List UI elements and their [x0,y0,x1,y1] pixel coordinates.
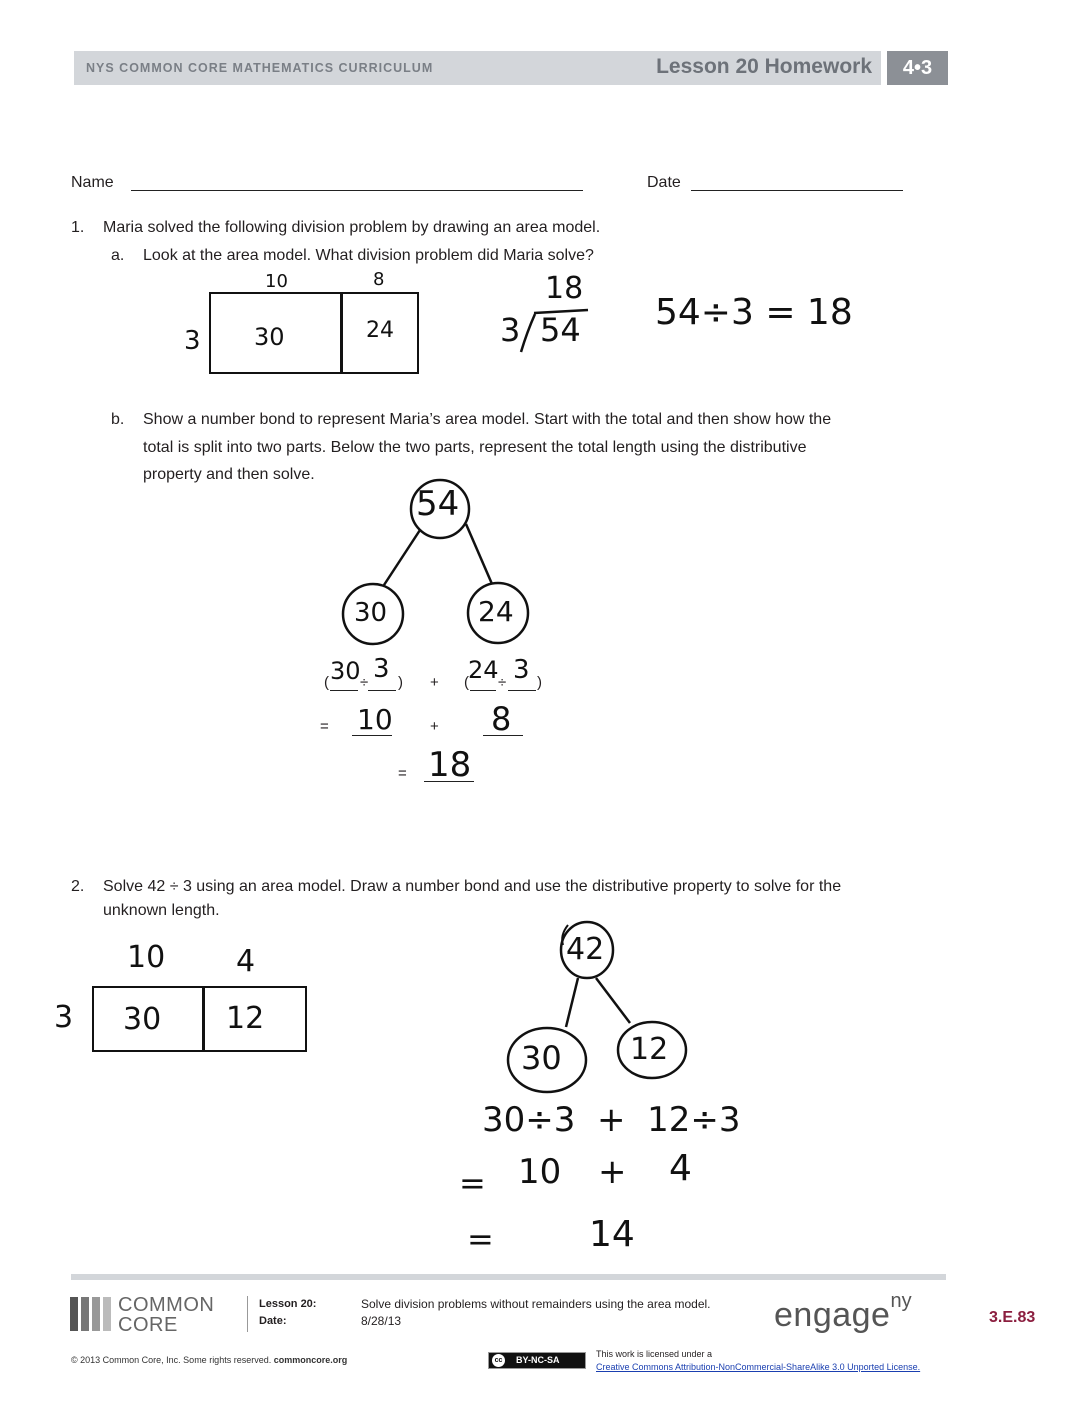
row1-line-b2 [508,690,536,691]
name-label: Name [71,174,114,191]
area-model-2-top-left: 10 [127,940,166,975]
footer-date-value: 8/28/13 [361,1314,402,1328]
cc-badge-text: BY-NC-SA [516,1355,560,1365]
footer-lesson-desc: Solve division problems without remainders using the area model. [361,1297,711,1311]
area-model-1-left-cell: 30 [254,323,285,351]
row2-line-v2 [483,735,523,736]
problem1-number: 1. [71,219,85,236]
area-model-2-left-cell: 30 [123,1002,162,1037]
problem1b-letter: b. [111,411,125,428]
row2-eq: = [320,718,329,735]
grade-module-badge [887,51,948,85]
row1-line-b1 [368,690,396,691]
area-model-1-divider [340,294,343,372]
curriculum-title: NYS COMMON CORE MATHEMATICS CURRICULUM [86,61,434,75]
row1-op1: ÷ [360,674,369,691]
area-model-2-top-right: 4 [236,944,256,979]
cc-license-badge[interactable] [488,1352,586,1369]
problem2-work-v1: 10 [518,1152,562,1192]
row1-a2: 24 [468,656,499,684]
bond-2-right: 12 [630,1032,669,1067]
footer-rule [71,1274,946,1280]
row3-line [424,781,474,782]
area-model-2-side: 3 [54,1000,74,1035]
problem1a-equation: 54÷3 = 18 [655,292,853,333]
problem2-work-plus: + [598,1152,627,1192]
engage-text: engage [774,1296,891,1334]
row1-op2: ÷ [498,674,507,691]
area-model-1-top-left: 10 [265,271,288,292]
row1-close-paren-2: ) [537,674,542,691]
long-division-divisor: 3 [500,311,521,349]
row2-v2: 8 [491,700,512,738]
row1-a1: 30 [330,657,361,685]
license-line1: This work is licensed under a [596,1349,713,1359]
problem1a-letter: a. [111,247,125,264]
row1-plus: + [430,674,439,691]
row1-line-a2 [470,690,496,691]
row1-close-paren-1: ) [398,674,403,691]
row1-open-paren-2: ( [464,674,469,691]
common-core-logo-icon [70,1297,112,1331]
row1-b1: 3 [373,654,390,684]
problem1-text: Maria solved the following division problem by drawing an area model. [103,219,601,236]
row3-eq: = [398,765,407,782]
bond-1-right: 24 [478,595,514,628]
ny-text: ny [890,1290,912,1312]
row1-b2: 3 [513,655,530,685]
row3-v: 18 [428,745,472,785]
engageny-logo [774,1290,912,1340]
area-model-2-divider [202,988,205,1050]
bond-2-left: 30 [521,1039,562,1077]
license-link[interactable]: Creative Commons Attribution-NonCommercial-ShareAlike 3.0 Unported License. [596,1362,921,1372]
name-line[interactable] [131,190,583,191]
copyright-text: © 2013 Common Core, Inc. Some rights reserved. [71,1355,272,1365]
problem2-work-v2: 4 [669,1148,692,1189]
problem2-work-line1: 30÷3 + 12÷3 [482,1100,741,1140]
area-model-1-side: 3 [184,326,201,356]
area-model-1-right-cell: 24 [366,318,394,343]
row2-v1: 10 [357,703,393,736]
problem2-work-v3: 14 [589,1214,635,1255]
row2-plus: + [430,718,439,735]
lesson-title: Lesson 20 Homework [656,55,872,78]
long-division-dividend: 54 [540,311,581,349]
bond-2-total: 42 [566,932,605,967]
footer-divider [247,1296,248,1332]
logo-text-1: COMMON [118,1294,215,1316]
area-model-2-right-cell: 12 [226,1001,265,1036]
problem1b-line2: total is split into two parts. Below the two parts, represent the total length using the distributive [143,439,807,456]
bond-1-left: 30 [354,598,388,628]
footer-date-label: Date: [259,1315,287,1327]
page-code: 3.E.83 [989,1309,1036,1326]
bond-1-total: 54 [416,484,460,524]
grade-module-text: 4•3 [902,57,933,79]
problem2-line2: unknown length. [103,902,220,919]
problem2-work-eq1: = [459,1164,486,1202]
problem1b-line1: Show a number bond to represent Maria’s area model. Start with the total and then show how the [143,411,832,428]
problem1a-text: Look at the area model. What division problem did Maria solve? [143,247,594,264]
date-line[interactable] [691,190,903,191]
row2-line-v1 [352,735,392,736]
logo-text-2: CORE [118,1314,178,1336]
row1-line-a1 [330,690,358,691]
problem2-work-eq2: = [467,1220,494,1258]
copyright-site[interactable]: commoncore.org [273,1355,348,1365]
date-label: Date [647,174,681,191]
long-division-quotient: 18 [545,271,584,306]
row1-open-paren-1: ( [324,674,329,691]
footer-lesson-label: Lesson 20: [259,1298,317,1310]
copyright [71,1355,347,1365]
problem1b-line3: property and then solve. [143,466,315,483]
problem2-line1: Solve 42 ÷ 3 using an area model. Draw a number bond and use the distributive property to solve for the [103,878,842,895]
area-model-1-top-right: 8 [373,269,385,290]
problem2-number: 2. [71,878,85,895]
cc-icon: cc [492,1354,505,1367]
